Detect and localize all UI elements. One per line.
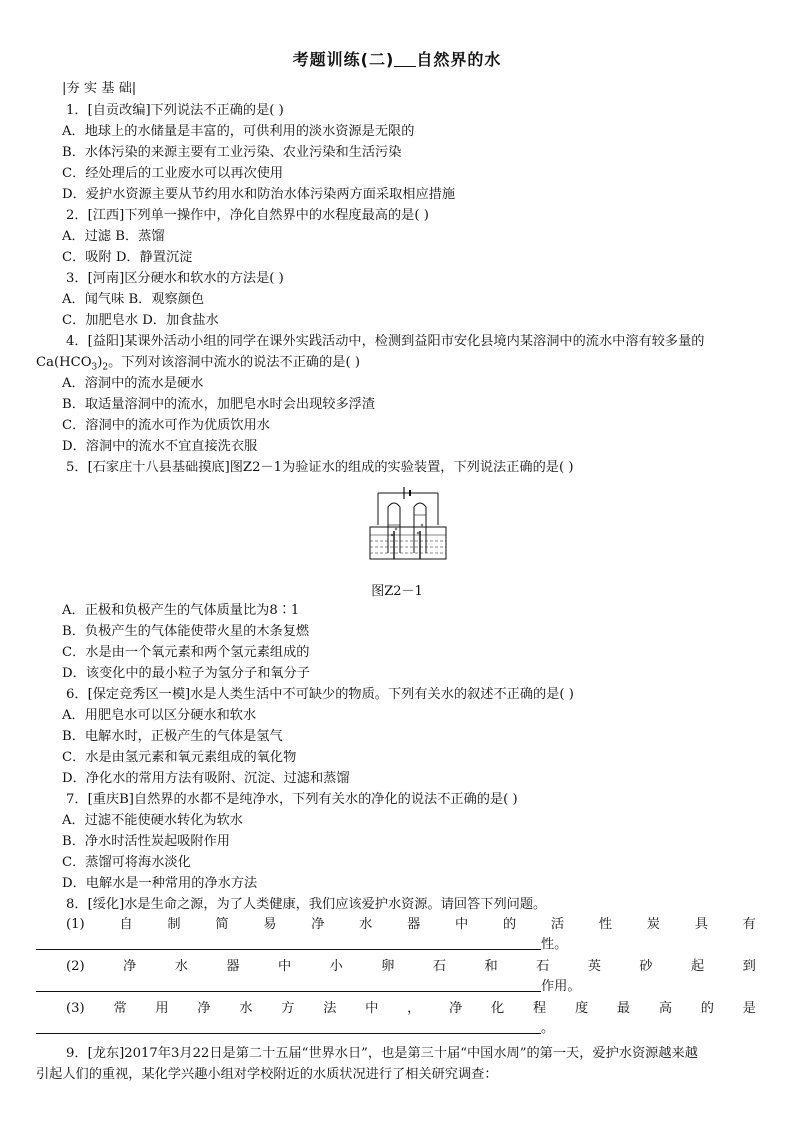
spread-char: 器 bbox=[226, 959, 240, 974]
q3-options-cd: C．加肥皂水 D．加食盐水 bbox=[62, 313, 219, 328]
spread-char: 度 bbox=[574, 1001, 589, 1016]
spread-char: 的 bbox=[502, 917, 517, 932]
spread-char: 净 bbox=[311, 917, 325, 932]
answer-blank-3[interactable] bbox=[36, 1019, 541, 1034]
spread-char: 器 bbox=[407, 917, 421, 932]
formula-sub: 3 bbox=[91, 362, 98, 373]
spread-char: 常 bbox=[113, 1001, 127, 1016]
q2-options-cd: C．吸附 D．静置沉淀 bbox=[62, 250, 193, 265]
q8-part3-end: 。 bbox=[541, 1021, 555, 1036]
formula-sub2: 2 bbox=[102, 362, 109, 373]
q1-option-d: D．爱护水资源主要从节约用水和防治水体污染两方面采取相应措施 bbox=[62, 187, 456, 202]
q8-part3-answer bbox=[36, 1018, 554, 1039]
q4-option-d: D．溶洞中的流水不宜直接洗衣服 bbox=[62, 439, 258, 454]
spread-char: 具 bbox=[694, 917, 708, 932]
q7-option-c: C．蒸馏可将海水淡化 bbox=[62, 855, 191, 870]
spread-char: 有 bbox=[742, 917, 756, 932]
q8-part2 bbox=[66, 956, 756, 977]
spread-char: ， bbox=[407, 1001, 421, 1016]
spread-char: 炭 bbox=[646, 917, 660, 932]
q4-stem: 4．[益阳]某课外活动小组的同学在课外实践活动中，检测到益阳市安化县境内某溶洞中的流水中溶有较多量的 bbox=[66, 334, 705, 349]
q5-stem: 5．[石家庄十八县基础摸底]图Z2－1为验证水的组成的实验装置，下列说法正确的是( ) bbox=[66, 460, 574, 475]
q6-option-a: A．用肥皂水可以区分硬水和软水 bbox=[62, 708, 257, 723]
q5-option-d: D．该变化中的最小粒子为氢分子和氧分子 bbox=[62, 666, 310, 681]
spread-char: 自 bbox=[119, 917, 133, 932]
q1-stem: 1．[自贡改编]下列说法不正确的是( ) bbox=[66, 103, 284, 118]
spread-char: 石 bbox=[536, 959, 550, 974]
title-part1: 考题训练(二) bbox=[292, 50, 395, 69]
q6-option-b: B．电解水时，正极产生的气体是氢气 bbox=[62, 729, 283, 744]
q3-options-ab: A．闻气味 B．观察颜色 bbox=[62, 292, 205, 307]
spread-char: (1) bbox=[66, 917, 85, 932]
q7-option-a: A．过滤不能使硬水转化为软水 bbox=[62, 813, 243, 828]
figure-caption: 图Z2－1 bbox=[371, 584, 423, 599]
spread-char: 高 bbox=[658, 1001, 673, 1016]
formula-paren: ) bbox=[97, 355, 103, 370]
spread-char: 化 bbox=[491, 1001, 505, 1016]
electrolysis-apparatus-figure bbox=[368, 485, 448, 565]
q6-stem: 6．[保定竞秀区一模]水是人类生活中不可缺少的物质。下列有关水的叙述不正确的是( ) bbox=[66, 687, 574, 702]
q1-option-a: A．地球上的水储量是丰富的，可供利用的淡水资源是无限的 bbox=[62, 124, 415, 139]
spread-char: 易 bbox=[263, 917, 277, 932]
q3-stem: 3．[河南]区分硬水和软水的方法是( ) bbox=[66, 271, 284, 286]
spread-char: 方 bbox=[281, 1001, 295, 1016]
spread-char: 水 bbox=[239, 1001, 253, 1016]
spread-char: 是 bbox=[742, 1001, 756, 1016]
spread-char: 净 bbox=[197, 1001, 211, 1016]
q9-line1: 9．[龙东]2017年3月22日是第二十五届“世界水日”，也是第三十届“中国水周”的第一天，爱护水资源越来越 bbox=[66, 1046, 698, 1061]
q2-options-ab: A．过滤 B．蒸馏 bbox=[62, 229, 165, 244]
formula-text: Ca(HCO bbox=[36, 355, 92, 370]
spread-char: 和 bbox=[484, 959, 498, 974]
spread-char: 到 bbox=[742, 959, 756, 974]
q5-option-c: C．水是由一个氧元素和两个氢元素组成的 bbox=[62, 645, 310, 660]
title-part2: 自然界的水 bbox=[416, 50, 502, 69]
q2-stem: 2．[江西]下列单一操作中，净化自然界中的水程度最高的是( ) bbox=[66, 208, 429, 223]
q8-part2-answer bbox=[36, 976, 581, 997]
spread-char: 法 bbox=[323, 1001, 337, 1016]
q6-option-c: C．水是由氢元素和氧元素组成的氧化物 bbox=[62, 750, 297, 765]
spread-char: (3) bbox=[66, 1001, 85, 1016]
spread-char: 中 bbox=[455, 917, 469, 932]
q8-part1-end: 性。 bbox=[541, 937, 568, 952]
spread-char: 制 bbox=[167, 917, 181, 932]
spread-char: 水 bbox=[174, 959, 188, 974]
spread-char: 活 bbox=[550, 917, 565, 932]
q5-option-a: A．正极和负极产生的气体质量比为8∶1 bbox=[62, 603, 300, 618]
q4-option-a: A．溶洞中的流水是硬水 bbox=[62, 376, 204, 391]
title-blank bbox=[394, 52, 416, 67]
spread-char: 程 bbox=[532, 1001, 547, 1016]
spread-char: 性 bbox=[598, 917, 612, 932]
q4-option-c: C．溶洞中的流水可作为优质饮用水 bbox=[62, 418, 270, 433]
spread-char: 用 bbox=[155, 1001, 169, 1016]
q4-stem-tail: 。下列对该溶洞中流水的说法不正确的是( ) bbox=[108, 355, 360, 370]
spread-char: 石 bbox=[432, 959, 447, 974]
q7-option-b: B．净水时活性炭起吸附作用 bbox=[62, 834, 230, 849]
q8-part2-end: 作用。 bbox=[541, 979, 581, 994]
q7-option-d: D．电解水是一种常用的净水方法 bbox=[62, 876, 258, 891]
q4-option-b: B．取适量溶洞中的流水，加肥皂水时会出现较多浮渣 bbox=[62, 397, 376, 412]
q8-part1-answer bbox=[36, 934, 567, 955]
spread-char: 起 bbox=[691, 959, 705, 974]
section-header: |夯 实 基 础| bbox=[62, 81, 137, 96]
q1-option-c: C．经处理后的工业废水可以再次使用 bbox=[62, 166, 284, 181]
q1-option-b: B．水体污染的来源主要有工业污染、农业污染和生活污染 bbox=[62, 145, 402, 160]
q8-stem: 8．[绥化]水是生命之源，为了人类健康，我们应该爱护水资源。请回答下列问题。 bbox=[66, 897, 547, 912]
q8-part3 bbox=[66, 998, 756, 1019]
spread-char: 砂 bbox=[639, 959, 653, 974]
spread-char: 英 bbox=[587, 959, 601, 974]
spread-char: 卵 bbox=[381, 959, 395, 974]
spread-char: 中 bbox=[278, 959, 292, 974]
spread-char: 净 bbox=[123, 959, 137, 974]
spread-char: 最 bbox=[616, 1001, 631, 1016]
q8-part1 bbox=[66, 914, 756, 935]
q6-option-d: D．净化水的常用方法有吸附、沉淀、过滤和蒸馏 bbox=[62, 771, 350, 786]
spread-char: 净 bbox=[449, 1001, 463, 1016]
spread-char: (2) bbox=[66, 959, 85, 974]
spread-char: 水 bbox=[359, 917, 373, 932]
q7-stem: 7．[重庆B]自然界的水都不是纯净水，下列有关水的净化的说法不正确的是( ) bbox=[66, 792, 518, 807]
answer-blank-2[interactable] bbox=[36, 977, 541, 992]
spread-char: 中 bbox=[365, 1001, 379, 1016]
answer-blank-1[interactable] bbox=[36, 935, 541, 950]
q5-option-b: B．负极产生的气体能使带火星的木条复燃 bbox=[62, 624, 310, 639]
page-title bbox=[0, 47, 794, 70]
spread-char: 的 bbox=[700, 1001, 714, 1016]
spread-char: 简 bbox=[215, 917, 229, 932]
q9-line2: 引起人们的重视，某化学兴趣小组对学校附近的水质状况进行了相关研究调查： bbox=[36, 1067, 498, 1082]
spread-char: 小 bbox=[329, 959, 343, 974]
